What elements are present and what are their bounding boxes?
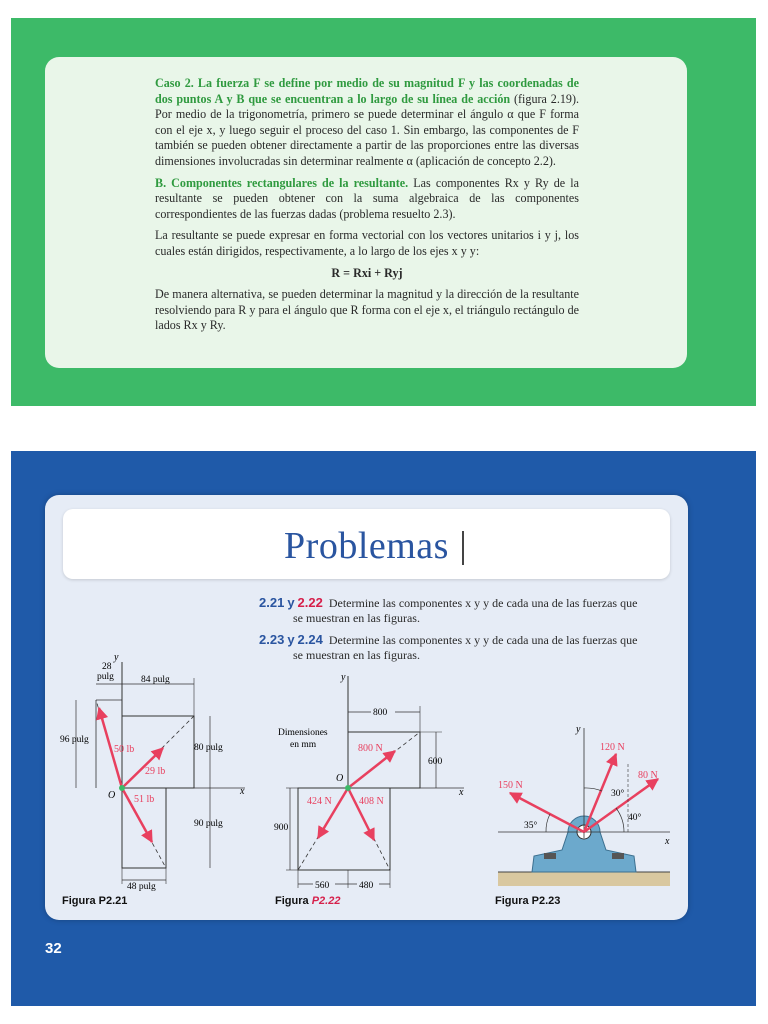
- title-box: [63, 509, 670, 579]
- problem-2-21-22: [259, 596, 679, 625]
- fig22-dim-800: 800: [373, 708, 388, 718]
- page-number: 32: [45, 940, 62, 957]
- resultant-formula: R = Rxi + Ryj: [331, 265, 403, 280]
- fig23-arc-30: [584, 788, 602, 791]
- figure-label-p2-23: Figura P2.23: [495, 895, 561, 907]
- fig22-x-label: x: [459, 787, 464, 798]
- summary-text: [155, 76, 579, 340]
- fig21-x-label: x: [240, 786, 245, 797]
- fig23-bolt: [544, 853, 556, 859]
- fig22-dim-600: 600: [428, 757, 443, 767]
- problem-number: 2.22: [297, 595, 323, 610]
- figure-p2-23: [498, 724, 670, 886]
- fig21-label-29: 29 lb: [145, 766, 166, 777]
- problem-text: Determine las componentes x y y de cada una de las fuerzas que: [328, 596, 638, 610]
- fig23-x-label: x: [665, 836, 670, 847]
- fig22-label-424: 424 N: [307, 796, 332, 807]
- sectionB-paragraph: [155, 176, 579, 223]
- problem-text-cont: se muestran en las figuras.: [293, 647, 420, 662]
- fig23-arc-40: [616, 808, 624, 832]
- problem-number: 2.21: [259, 595, 285, 610]
- fig22-dim-560: 560: [315, 881, 330, 891]
- fig21-dim-28: 28: [102, 662, 112, 672]
- fig23-label-120: 120 N: [600, 742, 625, 753]
- fig22-dim-480: 480: [359, 881, 374, 891]
- fig22-y-label: y: [341, 672, 346, 683]
- fig22-label-408: 408 N: [359, 796, 384, 807]
- case2-paragraph: [155, 76, 579, 170]
- fig23-y-label: y: [576, 724, 581, 735]
- fig23-angle-35: 35°: [524, 821, 538, 831]
- problems-title: Problemas: [284, 525, 449, 567]
- sectionB-heading: B. Componentes rectangulares de la resultante.: [155, 175, 409, 190]
- problem-connector: y: [287, 632, 295, 647]
- fig22-origin-label: O: [336, 773, 344, 784]
- case2-heading: Caso 2. La fuerza F se define por medio de su magnitud F y las coordenadas de dos puntos A y B que se encuentran a lo largo de su línea de acción: [155, 76, 579, 106]
- fig23-ground: [498, 872, 670, 886]
- case2-body: (figura 2.19). Por medio de la trigonometría, primero se puede determinar el ángulo α que F forma con el eje x, y luego seguir el proceso del caso 1. Sin embargo, las componentes de F también se pueden obtener directamente a partir de las proporciones entre las diversas dimensiones involucradas sin determinar realmente α (aplicación de concepto 2.2).: [155, 91, 579, 168]
- sectionB-body: Las componentes Rx y Ry de la resultante se pueden obtener con la suma algebraica de las componentes correspondientes de las fuerzas dadas (problema resuelto 2.3).: [155, 175, 579, 221]
- fig23-label-150: 150 N: [498, 780, 523, 791]
- figure-p2-22: [274, 672, 464, 891]
- fig21-label-51: 51 lb: [134, 794, 155, 805]
- problem-text: Determine las componentes x y y de cada una de las fuerzas que: [328, 633, 638, 647]
- fig21-dim-96: 96 pulg: [60, 735, 89, 745]
- fig22-dim-900: 900: [274, 823, 289, 833]
- fig21-y-label: y: [114, 652, 119, 663]
- fig23-force-150: [510, 793, 584, 832]
- fig22-origin-dot: [345, 785, 351, 791]
- fig21-dim-84: 84 pulg: [141, 675, 170, 685]
- figure-p2-21: [60, 652, 245, 892]
- fig21-origin-dot: [119, 785, 125, 791]
- fig21-label-50: 50 lb: [114, 744, 135, 755]
- problem-connector: y: [287, 595, 295, 610]
- fig23-angle-30: 30°: [611, 789, 625, 799]
- problem-number: 2.23: [259, 632, 285, 647]
- fig23-angle-40: 40°: [628, 813, 642, 823]
- fig21-dim-80: 80 pulg: [194, 743, 223, 753]
- resultant-paragraph: La resultante se puede expresar en forma vectorial con los vectores unitarios i y j, los cuales están dirigidos, respectivamente, a lo largo de los ejes x y y:: [155, 228, 579, 258]
- fig21-dim-48: 48 pulg: [127, 882, 156, 892]
- fig22-dim-note-1: Dimensiones: [278, 728, 328, 738]
- figure-label-p2-22: [275, 895, 340, 907]
- figure-label-p2-21: Figura P2.21: [62, 895, 128, 907]
- problem-number: 2.24: [297, 632, 323, 647]
- fig21-origin-label: O: [108, 790, 116, 801]
- problem-2-23-24: [259, 633, 679, 662]
- fig21-dim-28-unit: pulg: [97, 672, 114, 682]
- fig23-bolt: [612, 853, 624, 859]
- fig22-dim-note-2: en mm: [290, 740, 317, 750]
- fig23-arc-35: [546, 814, 550, 832]
- fig22-label-800: 800 N: [358, 743, 383, 754]
- figure-label-number: P2.22: [311, 895, 341, 907]
- fig23-label-80: 80 N: [638, 770, 658, 781]
- alternative-paragraph: De manera alternativa, se pueden determinar la magnitud y la dirección de la resultante resolviendo para R y para el ángulo que R forma con el eje x, el triángulo rectángulo de lados Rx y Ry.: [155, 287, 579, 333]
- text-cursor: [462, 531, 464, 565]
- fig21-dim-90: 90 pulg: [194, 819, 223, 829]
- figure-label-prefix: Figura: [275, 895, 309, 907]
- fig22-force-800: [348, 751, 395, 788]
- problem-text-cont: se muestran en las figuras.: [293, 610, 420, 625]
